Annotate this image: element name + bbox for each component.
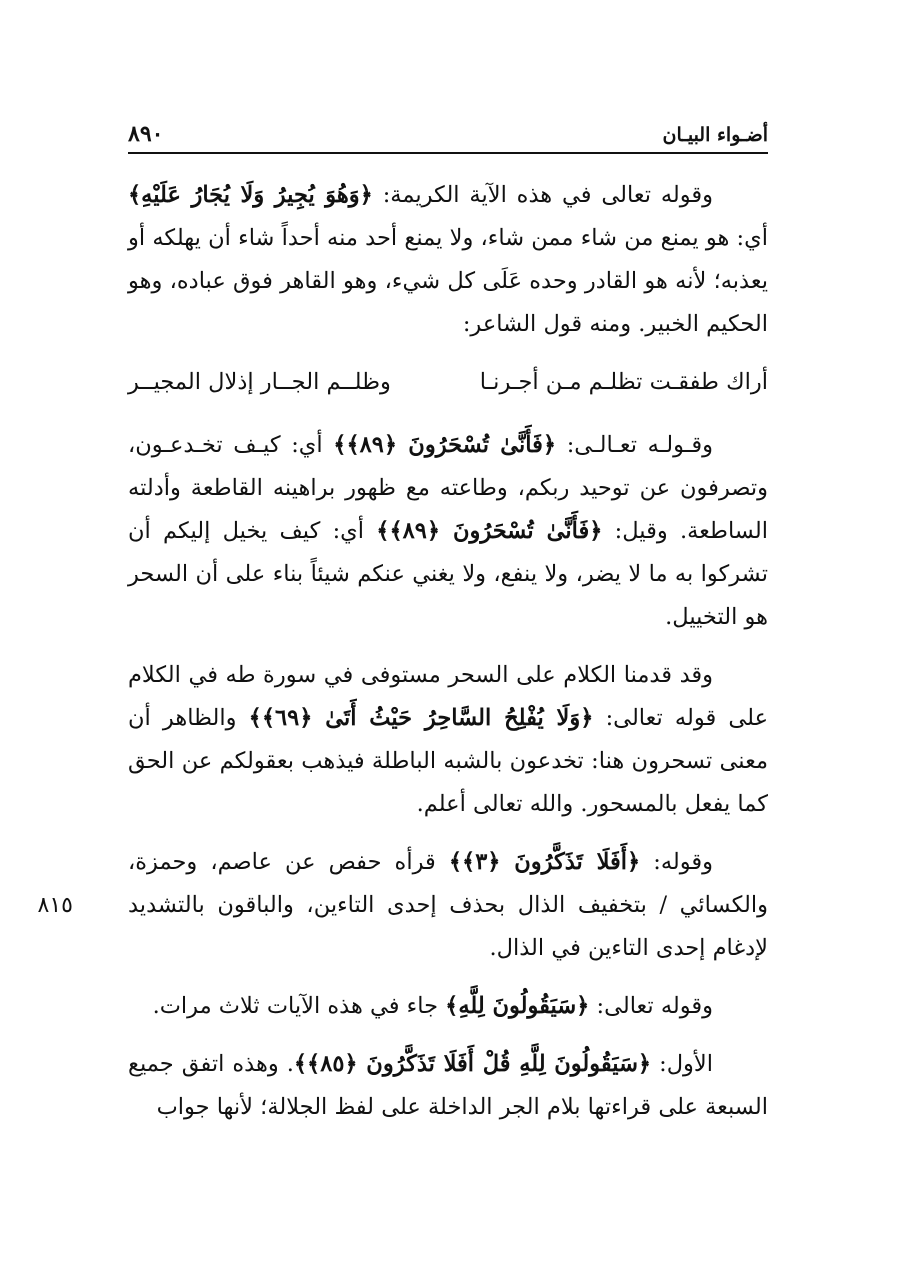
- text-span: أي: كيف يخيل إليكم أن تشركوا به ما لا يضر، ولا ينفع، ولا يغني عنكم شيئاً بناء على أن السحر هو التخييل.: [128, 518, 768, 630]
- poem-verse: [128, 361, 768, 404]
- page-number: ٨٩٠: [128, 121, 164, 147]
- page: [37, 108, 768, 1208]
- quran-quote: ﴿أَفَلَا تَذَكَّرُونَ ﴿٣﴾﴾: [448, 849, 641, 875]
- paragraph-2: [128, 424, 768, 639]
- quran-quote: ﴿فَأَنَّىٰ تُسْحَرُونَ ﴿٨٩﴾﴾: [376, 518, 603, 544]
- text-span: أي: هو يمنع من شاء ممن شاء، ولا يمنع أحد منه أحداً شاء أن يهلكه أو يعذبه؛ لأنه هو القادر وحده عَلَى كل شيء، وهو القاهر فوق عباده، وهو الحكيم الخبير. ومنه قول الشاعر:: [128, 225, 768, 337]
- quran-quote: ﴿فَأَنَّىٰ تُسْحَرُونَ ﴿٨٩﴾﴾: [333, 432, 557, 458]
- text-span: وقوله تعالى:: [589, 993, 713, 1019]
- quran-quote: ﴿سَيَقُولُونَ لِلَّهِ﴾: [445, 993, 590, 1019]
- paragraph-5: [128, 985, 768, 1028]
- body-text: [37, 174, 768, 1144]
- running-title: أضـواء البيـان: [662, 124, 768, 146]
- paragraph-3: [128, 654, 768, 826]
- page-header: [128, 108, 768, 154]
- poem-hemistich-second: وظلــم الجــار إذلال المجيــر: [128, 369, 391, 395]
- quran-quote: ﴿وَلَا يُفْلِحُ السَّاحِرُ حَيْثُ أَتَىٰ ﴿٦٩﴾﴾: [248, 705, 594, 731]
- text-span: . وهذه اتفق جميع السبعة على قراءتها بلام الجر الداخلة على لفظ الجلالة؛ لأنها جواب: [128, 1051, 768, 1120]
- text-span: أي: كيـف تخـدعـون، وتصرفون عن توحيد ربكم، وطاعته مع ظهور براهينه القاطعة وأدلته الساطعة. وقيل:: [128, 432, 768, 544]
- text-span: وقد قدمنا الكلام على السحر مستوفى في سورة طه في الكلام على قوله تعالى:: [128, 662, 768, 731]
- quran-quote: ﴿سَيَقُولُونَ لِلَّهِ قُلْ أَفَلَا تَذَكَّرُونَ ﴿٨٥﴾﴾: [293, 1051, 652, 1077]
- quran-quote: ﴿وَهُوَ يُجِيرُ وَلَا يُجَارُ عَلَيْهِ﴾: [128, 182, 373, 208]
- paragraph-4: [37, 841, 768, 970]
- text-span: وقوله:: [640, 849, 713, 875]
- text-span: قرأه حفص عن عاصم، وحمزة، والكسائي / بتخفيف الذال بحذف إحدى التاءين، والباقون بالتشديد لإدغام إحدى التاءين في الذال.: [128, 849, 768, 961]
- text-span: وقوله تعالى في هذه الآية الكريمة:: [372, 182, 713, 208]
- paragraph-6: [128, 1043, 768, 1129]
- paragraph-1: [128, 174, 768, 346]
- text-span: جاء في هذه الآيات ثلاث مرات.: [152, 993, 446, 1019]
- text-span: وقـولـه تعـالـى:: [556, 432, 713, 458]
- poem-hemistich-first: أراك طفقـت تظلـم مـن أجـرنـا: [479, 369, 768, 395]
- text-span: والظاهر أن معنى تسحرون هنا: تخدعون بالشبه الباطلة فيذهب بعقولكم عن الحق كما يفعل بالمسحور. والله تعالى أعلم.: [128, 705, 768, 817]
- margin-page-number: ٨١٥: [37, 893, 73, 918]
- text-span: الأول:: [651, 1051, 714, 1077]
